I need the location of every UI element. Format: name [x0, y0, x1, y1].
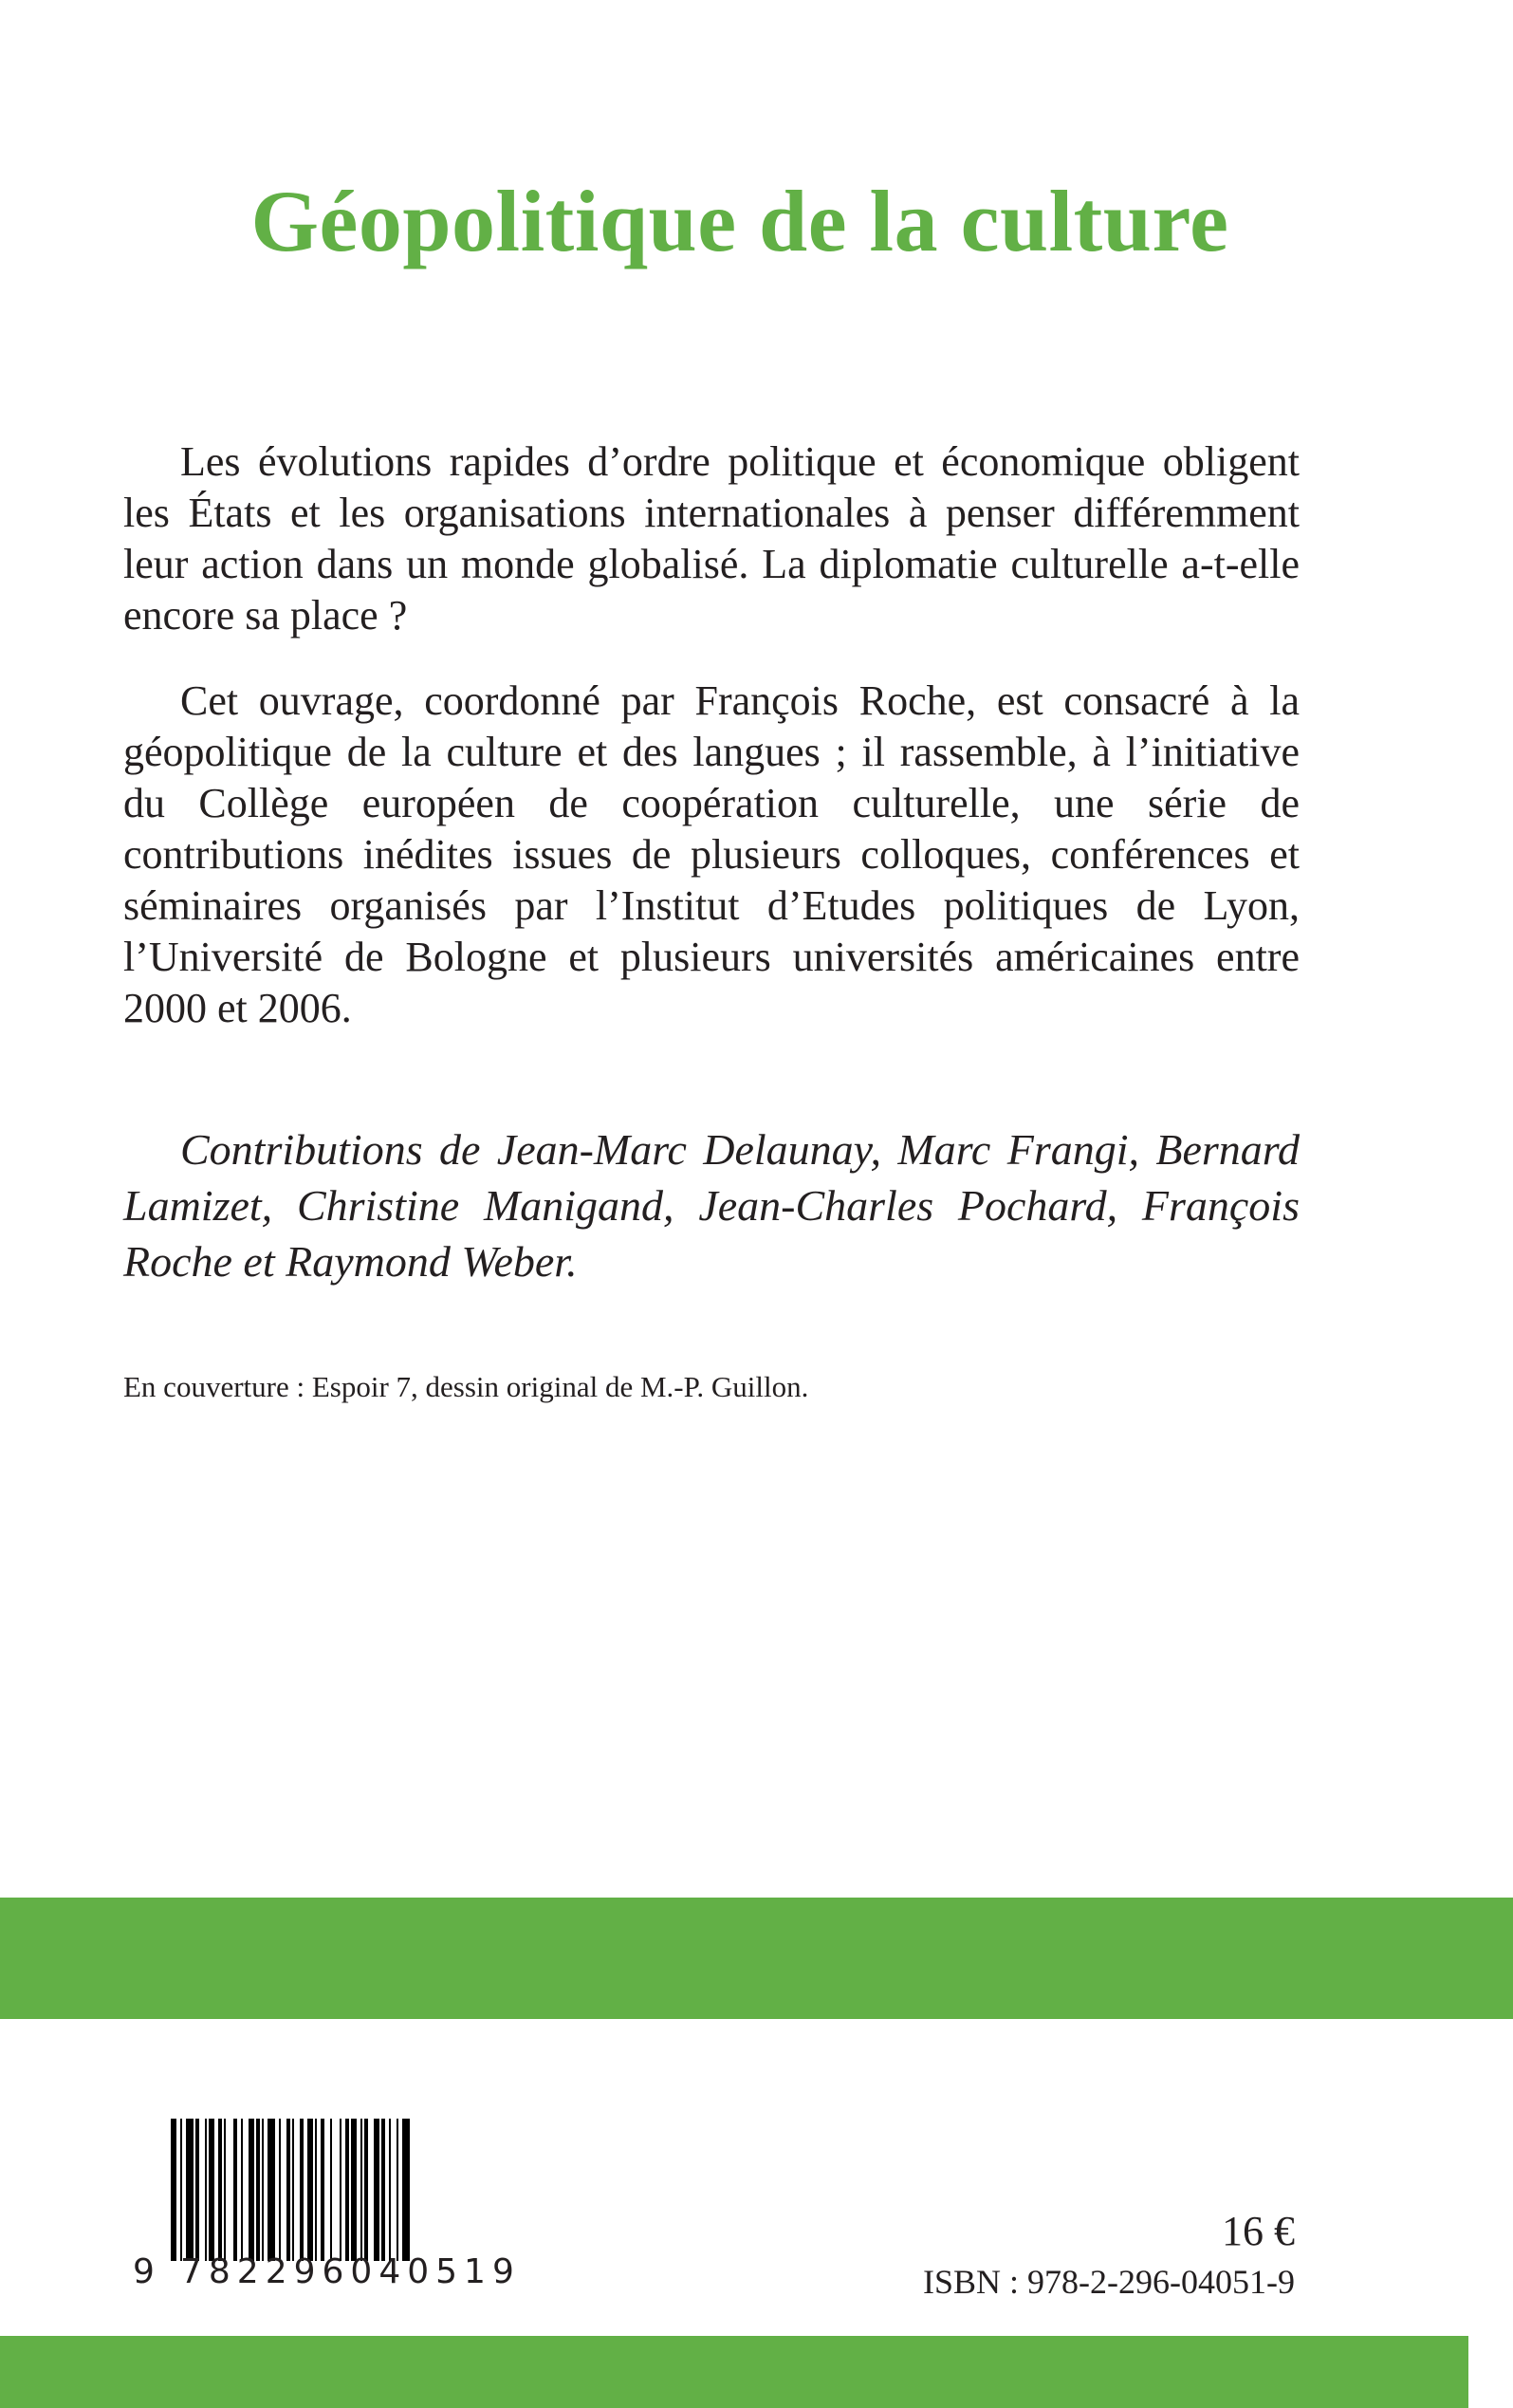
barcode-bar: [195, 2119, 199, 2261]
description-paragraph-2: [123, 676, 1300, 1034]
barcode-bar: [402, 2119, 410, 2261]
barcode-bar: [205, 2119, 207, 2261]
barcode-bar: [186, 2119, 194, 2261]
barcode-bar: [224, 2119, 226, 2261]
barcode-bar: [351, 2119, 357, 2261]
barcode-bar: [315, 2119, 317, 2261]
barcode-bar: [286, 2119, 290, 2261]
barcode-bar: [381, 2119, 385, 2261]
barcode-bar: [389, 2119, 391, 2261]
barcode: [133, 2119, 541, 2289]
green-band-top: [0, 1898, 1513, 2019]
barcode-first-digit: 9: [133, 2252, 155, 2291]
green-band-bottom: [0, 2336, 1468, 2408]
barcode-bar: [397, 2119, 398, 2261]
barcode-digits: 782296040519: [180, 2252, 521, 2291]
barcode-bar: [374, 2119, 379, 2261]
barcode-bar: [360, 2119, 362, 2261]
contributors-list: Contributions de Jean-Marc Delaunay, Marc Frangi, Bernard Lamizet, Christine Manigand, Jean-Charles Pochard, François Roche et Raymond Weber.: [123, 1125, 1300, 1286]
isbn: ISBN : 978-2-296-04051-9: [923, 2263, 1295, 2301]
price: 16 €: [1222, 2208, 1295, 2254]
barcode-bar: [279, 2119, 281, 2261]
barcode-bar: [209, 2119, 214, 2261]
barcode-bar: [256, 2119, 260, 2261]
barcode-bar: [262, 2119, 264, 2261]
barcode-bar: [180, 2119, 182, 2261]
barcode-bar: [268, 2119, 275, 2261]
barcode-bar: [171, 2119, 176, 2261]
barcode-bar: [249, 2119, 254, 2261]
cover-credit: En couverture : Espoir 7, dessin original de M.-P. Guillon.: [123, 1370, 809, 1403]
barcode-bar: [345, 2119, 349, 2261]
book-title: Géopolitique de la culture: [250, 173, 1229, 269]
barcode-bar: [218, 2119, 222, 2261]
barcode-bar: [241, 2119, 243, 2261]
paragraph-text: Cet ouvrage, coordonné par François Roche, est consacré à la géopolitique de la culture et des langues ; il rassemble, à l’initiative du Collège européen de coopération culturelle, une série de contributions inédites issues de plusieurs colloques, conférences et séminaires organisés par l’Institut d’Etudes politiques de Lyon, l’Université de Bologne et plusieurs universités américaines entre 2000 et 2006.: [123, 677, 1300, 1031]
paragraph-text: Les évolutions rapides d’ordre politique et économique obligent les États et les organisations internationales à penser différemment leur action dans un monde globalisé. La diplomatie culturelle a-t-elle encore sa place ?: [123, 438, 1300, 639]
barcode-bar: [340, 2119, 341, 2261]
barcode-bars: [171, 2119, 579, 2261]
barcode-bar: [300, 2119, 304, 2261]
barcode-bar: [321, 2119, 324, 2261]
barcode-bar: [233, 2119, 237, 2261]
barcode-bar: [292, 2119, 294, 2261]
description-paragraph-1: [123, 436, 1300, 641]
barcode-bar: [330, 2119, 332, 2261]
barcode-bar: [364, 2119, 368, 2261]
barcode-bar: [307, 2119, 313, 2261]
